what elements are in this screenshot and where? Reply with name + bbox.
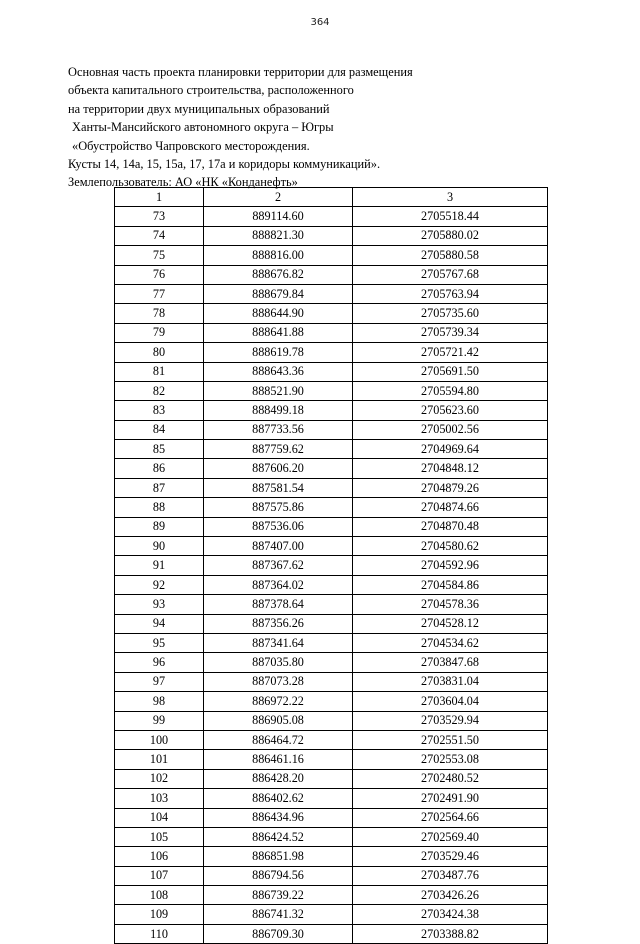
x-coordinate-cell: 886794.56 [204, 866, 353, 885]
table-row [115, 537, 548, 556]
x-coordinate-cell: 886709.30 [204, 924, 353, 943]
x-coordinate-cell: 889114.60 [204, 207, 353, 226]
y-coordinate-cell: 2702569.40 [353, 827, 548, 846]
y-coordinate-cell: 2703388.82 [353, 924, 548, 943]
point-number-cell: 88 [115, 498, 204, 517]
header-line: «Обустройство Чапровского месторождения. [72, 138, 310, 153]
y-coordinate-cell: 2705721.42 [353, 343, 548, 362]
table-row [115, 653, 548, 672]
y-coordinate-cell: 2704592.96 [353, 556, 548, 575]
x-coordinate-cell: 887536.06 [204, 517, 353, 536]
point-number-cell: 85 [115, 440, 204, 459]
column-header-y: 3 [353, 188, 548, 207]
point-number-cell: 80 [115, 343, 204, 362]
table-row [115, 769, 548, 788]
y-coordinate-cell: 2703831.04 [353, 672, 548, 691]
table-row [115, 633, 548, 652]
point-number-cell: 110 [115, 924, 204, 943]
table-row [115, 498, 548, 517]
point-number-cell: 101 [115, 750, 204, 769]
point-number-cell: 75 [115, 246, 204, 265]
point-number-cell: 91 [115, 556, 204, 575]
point-number-cell: 82 [115, 381, 204, 400]
table-row [115, 905, 548, 924]
document-header [68, 63, 568, 192]
y-coordinate-cell: 2704848.12 [353, 459, 548, 478]
point-number-cell: 79 [115, 323, 204, 342]
point-number-cell: 84 [115, 420, 204, 439]
table-row [115, 343, 548, 362]
x-coordinate-cell: 888643.36 [204, 362, 353, 381]
y-coordinate-cell: 2705691.50 [353, 362, 548, 381]
page-number: 364 [310, 17, 330, 28]
point-number-cell: 74 [115, 226, 204, 245]
y-coordinate-cell: 2702553.08 [353, 750, 548, 769]
x-coordinate-cell: 887035.80 [204, 653, 353, 672]
point-number-cell: 98 [115, 692, 204, 711]
point-number-cell: 83 [115, 401, 204, 420]
y-coordinate-cell: 2705767.68 [353, 265, 548, 284]
table-row [115, 789, 548, 808]
table-row [115, 226, 548, 245]
y-coordinate-cell: 2704578.36 [353, 595, 548, 614]
x-coordinate-cell: 886741.32 [204, 905, 353, 924]
y-coordinate-cell: 2703604.04 [353, 692, 548, 711]
x-coordinate-cell: 888619.78 [204, 343, 353, 362]
table-row [115, 323, 548, 342]
header-line: на территории двух муниципальных образований [68, 101, 330, 116]
x-coordinate-cell: 887606.20 [204, 459, 353, 478]
table-row [115, 711, 548, 730]
point-number-cell: 99 [115, 711, 204, 730]
point-number-cell: 73 [115, 207, 204, 226]
x-coordinate-cell: 886428.20 [204, 769, 353, 788]
point-number-cell: 94 [115, 614, 204, 633]
table-row [115, 246, 548, 265]
table-row [115, 614, 548, 633]
table-row [115, 556, 548, 575]
x-coordinate-cell: 888521.90 [204, 381, 353, 400]
x-coordinate-cell: 888499.18 [204, 401, 353, 420]
x-coordinate-cell: 887356.26 [204, 614, 353, 633]
x-coordinate-cell: 888821.30 [204, 226, 353, 245]
column-header-number: 1 [115, 188, 204, 207]
table-row [115, 265, 548, 284]
table-row [115, 808, 548, 827]
point-number-cell: 93 [115, 595, 204, 614]
point-number-cell: 108 [115, 886, 204, 905]
x-coordinate-cell: 887364.02 [204, 575, 353, 594]
table-row [115, 750, 548, 769]
y-coordinate-cell: 2705594.80 [353, 381, 548, 400]
table-row [115, 924, 548, 943]
y-coordinate-cell: 2704528.12 [353, 614, 548, 633]
y-coordinate-cell: 2704969.64 [353, 440, 548, 459]
point-number-cell: 92 [115, 575, 204, 594]
table-row [115, 304, 548, 323]
table-row [115, 866, 548, 885]
table-row [115, 517, 548, 536]
point-number-cell: 87 [115, 478, 204, 497]
x-coordinate-cell: 886739.22 [204, 886, 353, 905]
point-number-cell: 103 [115, 789, 204, 808]
header-line: Ханты-Мансийского автономного округа – Югры [72, 120, 334, 135]
y-coordinate-cell: 2704870.48 [353, 517, 548, 536]
point-number-cell: 81 [115, 362, 204, 381]
x-coordinate-cell: 887733.56 [204, 420, 353, 439]
y-coordinate-cell: 2704879.26 [353, 478, 548, 497]
x-coordinate-cell: 886905.08 [204, 711, 353, 730]
table-body [115, 207, 548, 944]
x-coordinate-cell: 888641.88 [204, 323, 353, 342]
header-line: Основная часть проекта планировки территории для размещения [68, 65, 413, 79]
header-line: Кусты 14, 14а, 15, 15а, 17, 17а и коридоры коммуникаций». [68, 157, 381, 172]
y-coordinate-cell: 2705880.02 [353, 226, 548, 245]
y-coordinate-cell: 2704874.66 [353, 498, 548, 517]
y-coordinate-cell: 2705518.44 [353, 207, 548, 226]
table-row [115, 692, 548, 711]
x-coordinate-cell: 886424.52 [204, 827, 353, 846]
y-coordinate-cell: 2702480.52 [353, 769, 548, 788]
y-coordinate-cell: 2704580.62 [353, 537, 548, 556]
table-row [115, 847, 548, 866]
point-number-cell: 97 [115, 672, 204, 691]
point-number-cell: 96 [115, 653, 204, 672]
table-row [115, 595, 548, 614]
x-coordinate-cell: 886461.16 [204, 750, 353, 769]
point-number-cell: 100 [115, 730, 204, 749]
x-coordinate-cell: 887575.86 [204, 498, 353, 517]
table-row [115, 478, 548, 497]
y-coordinate-cell: 2702551.50 [353, 730, 548, 749]
point-number-cell: 89 [115, 517, 204, 536]
point-number-cell: 107 [115, 866, 204, 885]
y-coordinate-cell: 2703424.38 [353, 905, 548, 924]
y-coordinate-cell: 2703847.68 [353, 653, 548, 672]
table-row [115, 730, 548, 749]
y-coordinate-cell: 2703529.46 [353, 847, 548, 866]
y-coordinate-cell: 2702491.90 [353, 789, 548, 808]
x-coordinate-cell: 886434.96 [204, 808, 353, 827]
x-coordinate-cell: 888644.90 [204, 304, 353, 323]
x-coordinate-cell: 887759.62 [204, 440, 353, 459]
y-coordinate-cell: 2705739.34 [353, 323, 548, 342]
y-coordinate-cell: 2703529.94 [353, 711, 548, 730]
table-row [115, 420, 548, 439]
x-coordinate-cell: 887407.00 [204, 537, 353, 556]
table-row [115, 362, 548, 381]
point-number-cell: 106 [115, 847, 204, 866]
x-coordinate-cell: 886972.22 [204, 692, 353, 711]
table-row [115, 672, 548, 691]
x-coordinate-cell: 886851.98 [204, 847, 353, 866]
y-coordinate-cell: 2703487.76 [353, 866, 548, 885]
point-number-cell: 95 [115, 633, 204, 652]
x-coordinate-cell: 887367.62 [204, 556, 353, 575]
y-coordinate-cell: 2703426.26 [353, 886, 548, 905]
point-number-cell: 104 [115, 808, 204, 827]
point-number-cell: 109 [115, 905, 204, 924]
y-coordinate-cell: 2705002.56 [353, 420, 548, 439]
x-coordinate-cell: 886402.62 [204, 789, 353, 808]
x-coordinate-cell: 887378.64 [204, 595, 353, 614]
x-coordinate-cell: 887581.54 [204, 478, 353, 497]
header-line: объекта капитального строительства, расположенного [68, 83, 354, 98]
table-header-row [115, 188, 548, 207]
table-row [115, 459, 548, 478]
table-row [115, 827, 548, 846]
point-number-cell: 105 [115, 827, 204, 846]
table-row [115, 886, 548, 905]
y-coordinate-cell: 2704534.62 [353, 633, 548, 652]
x-coordinate-cell: 888816.00 [204, 246, 353, 265]
column-header-x: 2 [204, 188, 353, 207]
table-row [115, 381, 548, 400]
coordinates-table [114, 187, 548, 944]
table-row [115, 440, 548, 459]
point-number-cell: 76 [115, 265, 204, 284]
y-coordinate-cell: 2705735.60 [353, 304, 548, 323]
table-row [115, 284, 548, 303]
y-coordinate-cell: 2705623.60 [353, 401, 548, 420]
point-number-cell: 102 [115, 769, 204, 788]
x-coordinate-cell: 888676.82 [204, 265, 353, 284]
header-line: Землепользователь: АО «НК «Конданефть» [68, 175, 298, 190]
table-row [115, 207, 548, 226]
x-coordinate-cell: 888679.84 [204, 284, 353, 303]
point-number-cell: 77 [115, 284, 204, 303]
x-coordinate-cell: 887341.64 [204, 633, 353, 652]
y-coordinate-cell: 2705880.58 [353, 246, 548, 265]
y-coordinate-cell: 2702564.66 [353, 808, 548, 827]
x-coordinate-cell: 886464.72 [204, 730, 353, 749]
y-coordinate-cell: 2704584.86 [353, 575, 548, 594]
table-row [115, 575, 548, 594]
x-coordinate-cell: 887073.28 [204, 672, 353, 691]
point-number-cell: 78 [115, 304, 204, 323]
y-coordinate-cell: 2705763.94 [353, 284, 548, 303]
point-number-cell: 90 [115, 537, 204, 556]
table-row [115, 401, 548, 420]
point-number-cell: 86 [115, 459, 204, 478]
